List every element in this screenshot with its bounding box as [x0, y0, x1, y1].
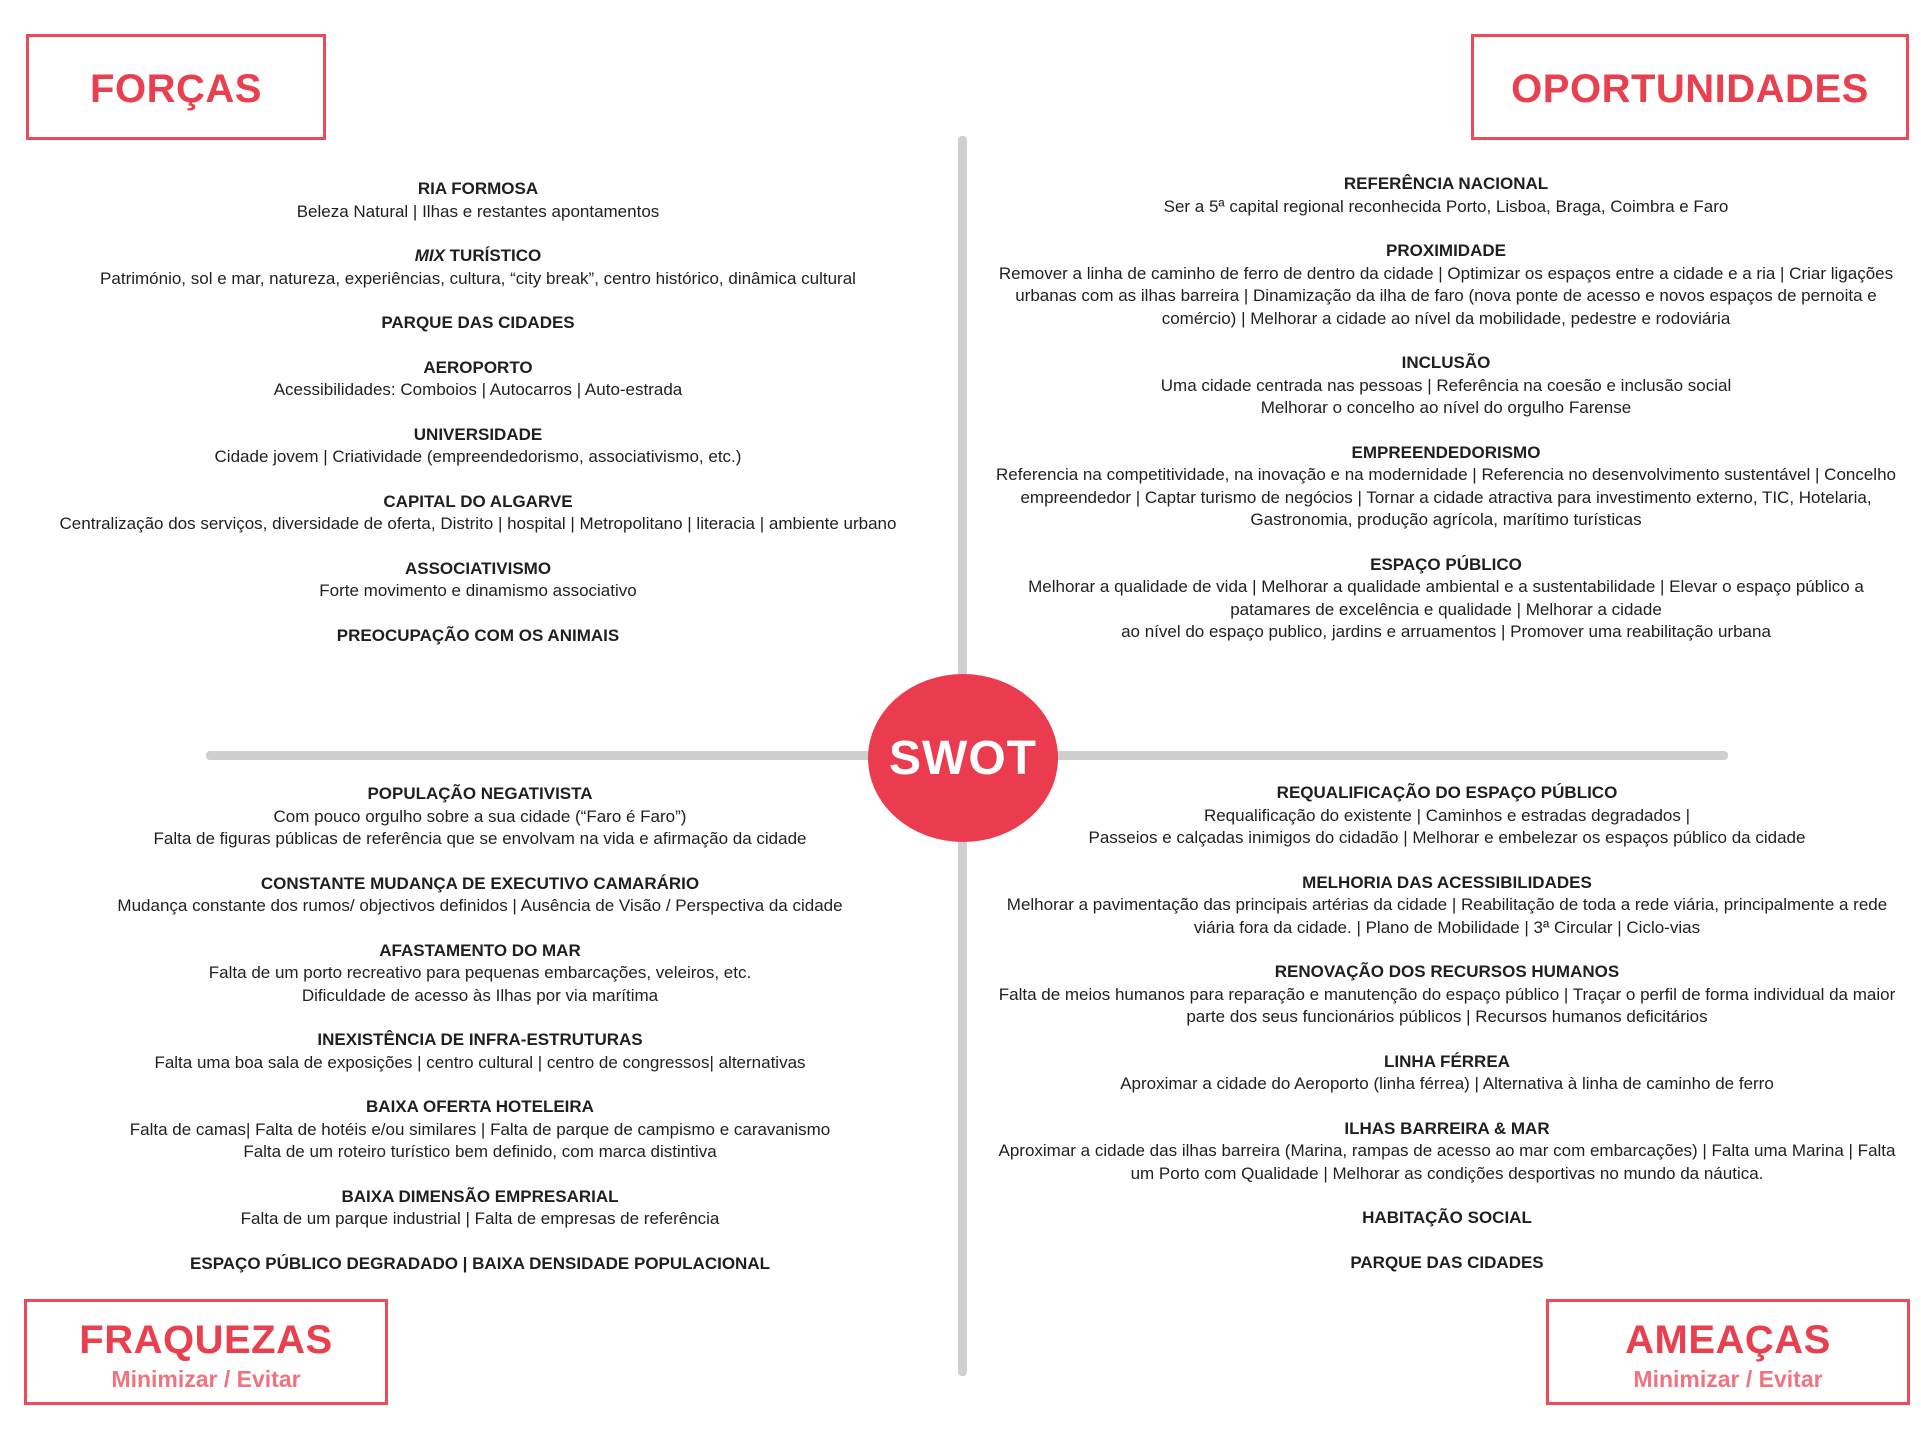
oportunidades-quadrant	[978, 173, 1914, 666]
oportunidades-item-title: EMPREENDEDORISMO	[1351, 442, 1541, 462]
fraquezas-label-box	[24, 1299, 388, 1405]
oportunidades-item-title: ESPAÇO PÚBLICO	[1370, 554, 1522, 574]
forcas-item-title: AEROPORTO	[423, 357, 533, 377]
oportunidades-item-line: Melhorar a qualidade de vida | Melhorar a qualidade ambiental e a sustentabilidade | Elevar o espaço público a	[1028, 577, 1864, 596]
oportunidades-label-box	[1471, 34, 1909, 140]
oportunidades-item-line: Remover a linha de caminho de ferro de dentro da cidade | Optimizar os espaços entre a cidade e a ria | Criar ligações	[998, 263, 1894, 283]
forcas-item	[22, 312, 934, 335]
ameacas-item	[982, 782, 1912, 850]
fraquezas-item-title: POPULAÇÃO NEGATIVISTA	[367, 784, 593, 803]
forcas-item-line: Forte movimento e dinamismo associativo	[319, 581, 637, 600]
ameacas-item-line: Passeios e calçadas inimigos do cidadão | Melhorar e embelezar os espaços público da cidade	[1088, 828, 1806, 847]
fraquezas-item-line: Falta de um roteiro turístico bem definido, com marca distintiva	[243, 1142, 717, 1161]
forcas-item-line: Centralização dos serviços, diversidade de oferta, Distrito | hospital | Metropolitano | literacia | ambiente urbano	[59, 514, 897, 533]
fraquezas-item	[60, 1253, 900, 1276]
forcas-item-line: Beleza Natural | Ilhas e restantes apontamentos	[296, 201, 660, 221]
ameacas-label-box	[1546, 1299, 1910, 1405]
oportunidades-item-line: urbanas com as ilhas barreira | Dinamização da ilha de faro (nova ponte de acesso e novos espaços de pernoita e	[1015, 286, 1877, 305]
forcas-item-title: ASSOCIATIVISMO	[404, 558, 552, 578]
forcas-item	[22, 424, 934, 469]
oportunidades-item	[978, 352, 1914, 420]
oportunidades-item-line: Uma cidade centrada nas pessoas | Referência na coesão e inclusão social	[1160, 375, 1732, 395]
fraquezas-item-title: CONSTANTE MUDANÇA DE EXECUTIVO CAMARÁRIO	[260, 873, 700, 893]
forcas-item-line: Cidade jovem | Criatividade (empreendedorismo, associativismo, etc.)	[214, 447, 742, 466]
fraquezas-item-line: Falta de um parque industrial | Falta de empresas de referência	[240, 1209, 720, 1228]
swot-center-circle: SWOT	[868, 674, 1058, 842]
fraquezas-label: FRAQUEZAS	[79, 1318, 333, 1362]
ameacas-item	[982, 872, 1912, 940]
oportunidades-item-line: Gastronomia, produção agrícola, marítimo turísticas	[1250, 510, 1642, 529]
oportunidades-item-line: Ser a 5ª capital regional reconhecida Porto, Lisboa, Braga, Coimbra e Faro	[1163, 196, 1729, 216]
fraquezas-item-line: Falta de camas| Falta de hotéis e/ou similares | Falta de parque de campismo e caravanismo	[129, 1119, 831, 1139]
forcas-item-title: PREOCUPAÇÃO COM OS ANIMAIS	[336, 625, 620, 645]
oportunidades-item	[978, 173, 1914, 218]
forcas-item-title: PARQUE DAS CIDADES	[381, 313, 575, 332]
fraquezas-item-title: BAIXA DIMENSÃO EMPRESARIAL	[341, 1186, 619, 1206]
oportunidades-item-line: Referencia na competitividade, na inovação e na modernidade | Referencia no desenvolvimento sustentável | Concelho	[996, 465, 1896, 484]
ameacas-item	[982, 961, 1912, 1029]
fraquezas-item-line: Mudança constante dos rumos/ objectivos definidos | Ausência de Visão / Perspectiva da cidade	[117, 896, 843, 915]
oportunidades-item-line: Melhorar o concelho ao nível do orgulho Farense	[1260, 398, 1632, 417]
forcas-item	[22, 178, 934, 223]
ameacas-quadrant	[982, 782, 1912, 1296]
ameacas-item-title: REQUALIFICAÇÃO DO ESPAÇO PÚBLICO	[1276, 783, 1618, 802]
fraquezas-item	[60, 1096, 900, 1164]
ameacas-item-line: Requalificação do existente | Caminhos e estradas degradados |	[1203, 805, 1691, 825]
forcas-item	[22, 558, 934, 603]
ameacas-item-title: LINHA FÉRREA	[1384, 1051, 1510, 1071]
ameacas-item-line: Aproximar a cidade das ilhas barreira (Marina, rampas de acesso ao mar com embarcações) | Falta uma Marina | Falta	[998, 1141, 1896, 1160]
ameacas-item-line: Melhorar a pavimentação das principais artérias da cidade | Reabilitação de toda a rede viária, principalmente a rede	[1006, 895, 1888, 914]
forcas-item	[22, 625, 934, 648]
fraquezas-item-line: Falta de figuras públicas de referência que se envolvam na vida e afirmação da cidade	[153, 829, 807, 848]
forcas-item	[22, 245, 934, 290]
ameacas-item-line: Falta de meios humanos para reparação e manutenção do espaço público | Traçar o perfil de forma individual da maior	[998, 984, 1896, 1004]
oportunidades-item-line: comércio) | Melhorar a cidade ao nível da mobilidade, pedestre e rodoviária	[1161, 308, 1731, 328]
fraquezas-quadrant	[60, 783, 900, 1297]
forcas-item-title-text: TURÍSTICO	[444, 246, 542, 265]
ameacas-item-title: HABITAÇÃO SOCIAL	[1362, 1208, 1532, 1227]
ameacas-item	[982, 1252, 1912, 1275]
fraquezas-item	[60, 940, 900, 1008]
fraquezas-item	[60, 783, 900, 851]
ameacas-item-line: Aproximar a cidade do Aeroporto (linha férrea) | Alternativa à linha de caminho de ferro	[1120, 1074, 1774, 1093]
fraquezas-item	[60, 1186, 900, 1231]
ameacas-item-title: ILHAS BARREIRA & MAR	[1344, 1118, 1550, 1138]
forcas-quadrant	[22, 178, 934, 669]
oportunidades-item	[978, 554, 1914, 644]
oportunidades-item-title: REFERÊNCIA NACIONAL	[1343, 174, 1549, 193]
ameacas-item	[982, 1118, 1912, 1186]
oportunidades-item	[978, 442, 1914, 532]
oportunidades-item-line: patamares de excelência e qualidade | Melhorar a cidade	[1230, 599, 1662, 619]
fraquezas-item-title: AFASTAMENTO DO MAR	[379, 940, 581, 960]
oportunidades-item-line: empreendedor | Captar turismo de negócios | Tornar a cidade atractiva para investimento externo, TIC, Hotelaria,	[1020, 487, 1872, 507]
oportunidades-item-line: ao nível do espaço publico, jardins e arruamentos | Promover uma reabilitação urbana	[1121, 622, 1771, 641]
fraquezas-item-line: Com pouco orgulho sobre a sua cidade (“Faro é Faro”)	[273, 806, 687, 826]
fraquezas-item-line: Falta uma boa sala de exposições | centro cultural | centro de congressos| alternativas	[154, 1052, 806, 1072]
ameacas-item-line: parte dos seus funcionários públicos | Recursos humanos deficitários	[1186, 1007, 1708, 1026]
forcas-item-title-italic: MIX	[414, 246, 445, 265]
forcas-item-title: UNIVERSIDADE	[413, 424, 543, 444]
fraquezas-item-title: INEXISTÊNCIA DE INFRA-ESTRUTURAS	[317, 1030, 643, 1049]
forcas-item-title: CAPITAL DO ALGARVE	[383, 491, 573, 511]
ameacas-item	[982, 1051, 1912, 1096]
fraquezas-item-line: Dificuldade de acesso às Ilhas por via marítima	[301, 985, 659, 1005]
oportunidades-item-title: PROXIMIDADE	[1386, 241, 1506, 260]
ameacas-item-title: RENOVAÇÃO DOS RECURSOS HUMANOS	[1274, 962, 1620, 981]
forcas-item-line: Acessibilidades: Comboios | Autocarros | Auto-estrada	[273, 380, 683, 399]
ameacas-item-line: viária fora da cidade. | Plano de Mobilidade | 3ª Circular | Ciclo-vias	[1193, 917, 1701, 937]
oportunidades-item	[978, 240, 1914, 330]
forcas-label-box	[26, 34, 326, 140]
ameacas-item	[982, 1207, 1912, 1230]
forcas-item-line: Património, sol e mar, natureza, experiências, cultura, “city break”, centro histórico, dinâmica cultural	[100, 268, 856, 288]
oportunidades-item-title: INCLUSÃO	[1401, 353, 1491, 372]
fraquezas-item-line: Falta de um porto recreativo para pequenas embarcações, veleiros, etc.	[208, 963, 752, 982]
ameacas-sublabel: Minimizar / Evitar	[1633, 1366, 1823, 1392]
fraquezas-sublabel: Minimizar / Evitar	[111, 1366, 301, 1392]
ameacas-item-line: um Porto com Qualidade | Melhorar as condições desportivas no mundo da náutica.	[1130, 1163, 1764, 1183]
ameacas-item-title: PARQUE DAS CIDADES	[1350, 1252, 1544, 1272]
forcas-item	[22, 491, 934, 536]
fraquezas-item-title: ESPAÇO PÚBLICO DEGRADADO | BAIXA DENSIDADE POPULACIONAL	[190, 1253, 770, 1273]
forcas-label: FORÇAS	[90, 67, 262, 111]
forcas-item-title	[22, 245, 934, 268]
fraquezas-item	[60, 1029, 900, 1074]
oportunidades-label: OPORTUNIDADES	[1511, 67, 1869, 111]
ameacas-label: AMEAÇAS	[1625, 1318, 1831, 1362]
fraquezas-item	[60, 873, 900, 918]
forcas-item	[22, 357, 934, 402]
forcas-item-title: RIA FORMOSA	[417, 179, 539, 198]
fraquezas-item-title: BAIXA OFERTA HOTELEIRA	[366, 1097, 594, 1116]
ameacas-item-title: MELHORIA DAS ACESSIBILIDADES	[1302, 872, 1592, 892]
